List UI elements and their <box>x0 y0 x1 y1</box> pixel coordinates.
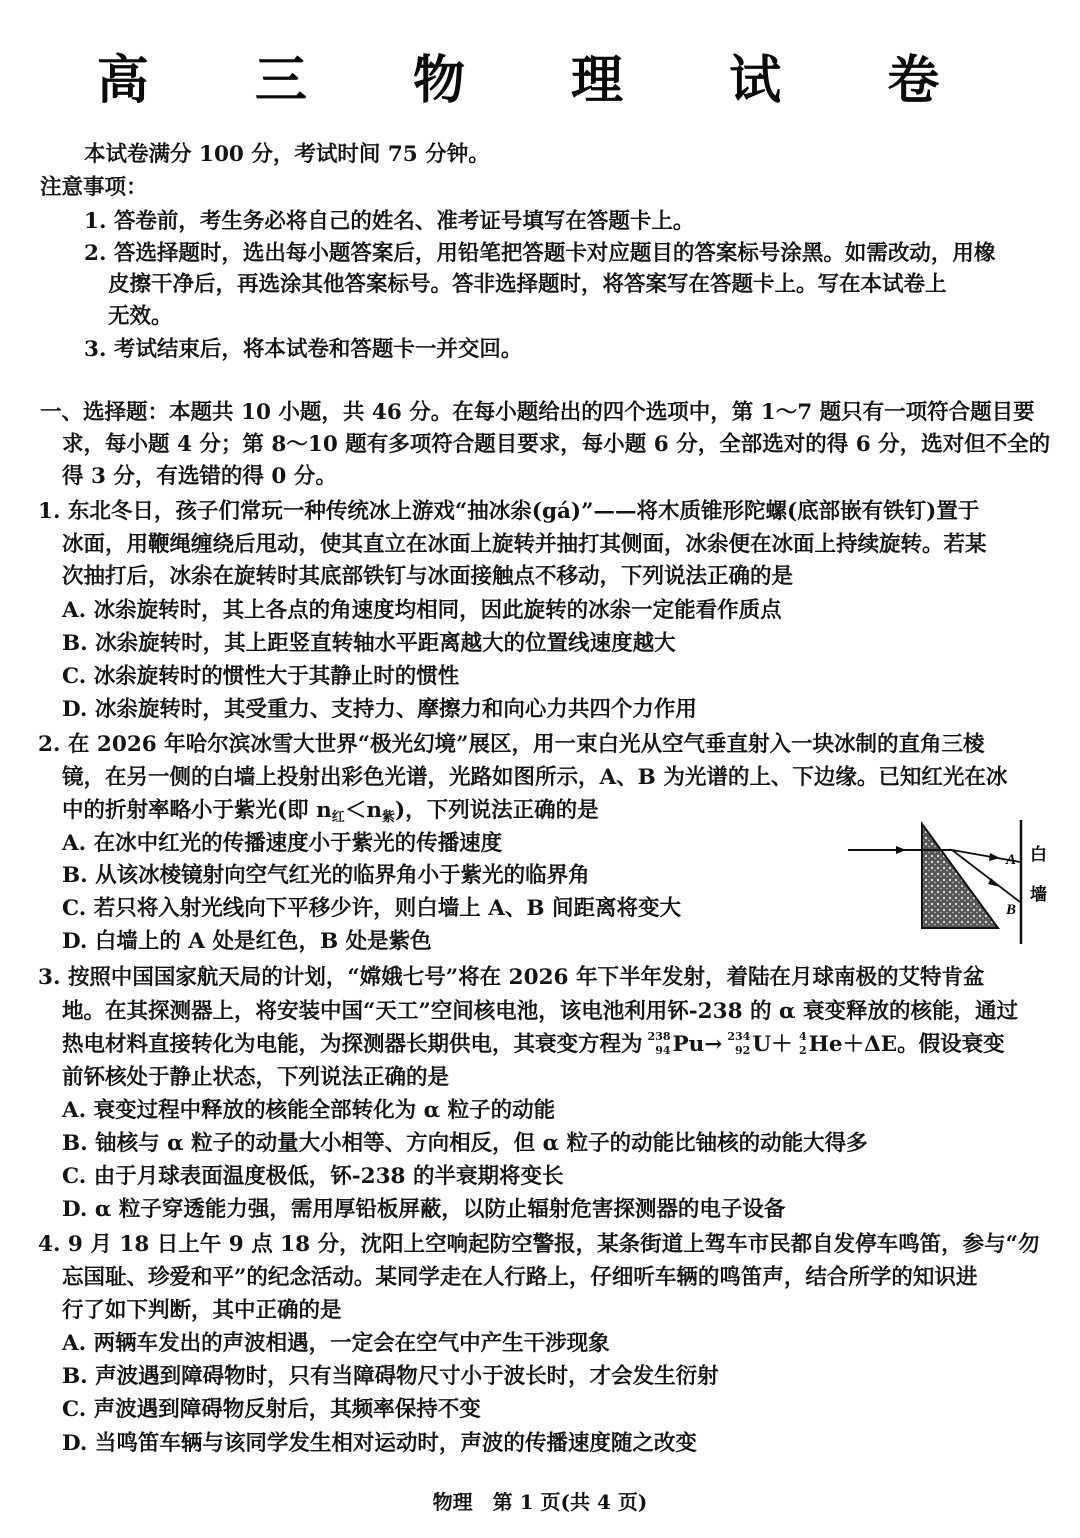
notice-item-1: 1. 答卷前，考生务必将自己的姓名、准考证号填写在答题卡上。 <box>84 209 695 234</box>
q3-stem-line3-tail: 假设衰变 <box>918 1032 1005 1057</box>
q3-option-a: A. 衰变过程中释放的核能全部转化为 α 粒子的动能 <box>62 1098 556 1123</box>
q4-option-d: D. 当鸣笛车辆与该同学发生相对运动时，声波的传播速度随之改变 <box>62 1431 697 1456</box>
notice-item-3: 3. 考试结束后，将本试卷和答题卡一并交回。 <box>84 337 523 362</box>
q2-stem-line3-b: ＜n <box>344 798 382 823</box>
q1-stem-line3: 次抽打后，冰尜在旋转时其底部铁钉与冰面接触点不移动，下列说法正确的是 <box>62 564 794 589</box>
q2-option-a: A. 在冰中红光的传播速度小于紫光的传播速度 <box>62 831 503 856</box>
q3-stem-line1: 3. 按照中国国家航天局的计划，“嫦娥七号”将在 2026 年下半年发射，着陆在月球南极的艾特肯盆 <box>38 965 985 990</box>
page-footer: 物理 第 1 页(共 4 页) <box>432 1490 648 1514</box>
q4-option-c: C. 声波遇到障碍物反射后，其频率保持不变 <box>62 1397 481 1422</box>
pu-mass-number: 238 <box>647 1030 671 1043</box>
ray-a-arrow-icon <box>989 853 1000 861</box>
label-a: A <box>1006 852 1017 868</box>
section1-heading: 一、选择题：本题共 10 小题，共 46 分。在每小题给出的四个选项中，第 1～7 题只有一项符合题目要 <box>40 400 1035 425</box>
exam-intro: 本试卷满分 100 分，考试时间 75 分钟。 <box>84 142 490 167</box>
q2-stem-line3-c: )，下列说法正确的是 <box>394 798 599 823</box>
q2-option-d: D. 白墙上的 A 处是红色，B 处是紫色 <box>62 929 432 954</box>
notice-item-2: 2. 答选择题时，选出每小题答案后，用铅笔把答题卡对应题目的答案标号涂黑。如需改动，用橡 <box>84 241 996 266</box>
q3-stem-line3 <box>62 1029 1005 1061</box>
q4-option-a: A. 两辆车发出的声波相遇，一定会在空气中产生干涉现象 <box>62 1331 610 1356</box>
he-atomic-number: 2 <box>798 1044 807 1057</box>
wall-label-1: 白 <box>1030 845 1047 865</box>
q4-stem-line2: 忘国耻、珍爱和平”的纪念活动。某同学走在人行路上，仔细听车辆的鸣笛声，结合所学的知识进 <box>62 1265 978 1290</box>
he-symbol: He＋ΔE。 <box>808 1032 919 1057</box>
n-red-subscript: 红 <box>331 810 345 825</box>
q3-option-b: B. 铀核与 α 粒子的动量大小相等、方向相反，但 α 粒子的动能比铀核的动能大得多 <box>62 1131 868 1156</box>
incident-arrow-icon <box>896 846 906 854</box>
q2-stem-line1: 2. 在 2026 年哈尔滨冰雪大世界“极光幻境”展区，用一束白光从空气垂直射入一块冰制的直角三棱 <box>38 732 985 757</box>
section1-line2: 求，每小题 4 分；第 8～10 题有多项符合题目要求，每小题 6 分，全部选对的得 6 分，选对但不全的 <box>62 432 1051 457</box>
q3-stem-line2: 地。在其探测器上，将安装中国“天工”空间核电池，该电池利用钚-238 的 α 衰变释放的核能，通过 <box>62 999 1019 1024</box>
q1-option-d: D. 冰尜旋转时，其受重力、支持力、摩擦力和向心力共四个力作用 <box>62 697 697 722</box>
u-atomic-number: 92 <box>735 1044 751 1057</box>
q2-option-b: B. 从该冰棱镜射向空气红光的临界角小于紫光的临界角 <box>62 863 590 888</box>
notice-heading: 注意事项： <box>40 175 148 200</box>
notice-item-2-cont: 皮擦干净后，再选涂其他答案标号。答非选择题时，将答案写在答题卡上。写在本试卷上 <box>108 272 947 297</box>
q2-option-c: C. 若只将入射光线向下平移少许，则白墙上 A、B 间距离将变大 <box>62 896 682 921</box>
q1-option-a: A. 冰尜旋转时，其上各点的角速度均相同，因此旋转的冰尜一定能看作质点 <box>62 598 782 623</box>
q3-option-d: D. α 粒子穿透能力强，需用厚铅板屏蔽，以防止辐射危害探测器的电子设备 <box>62 1197 786 1222</box>
q4-stem-line3: 行了如下判断，其中正确的是 <box>62 1298 342 1323</box>
pu-nuclide <box>643 1029 673 1061</box>
q3-stem-line3-a: 热电材料直接转化为电能，为探测器长期供电，其衰变方程为 <box>62 1032 643 1057</box>
q4-stem-line1: 4. 9 月 18 日上午 9 点 18 分，沈阳上空响起防空警报，某条街道上驾车市民都自发停车鸣笛，参与“勿 <box>38 1232 1040 1257</box>
q1-option-b: B. 冰尜旋转时，其上距竖直转轴水平距离越大的位置线速度越大 <box>62 631 676 656</box>
he-mass-number: 4 <box>798 1030 807 1043</box>
q4-option-b: B. 声波遇到障碍物时，只有当障碍物尺寸小于波长时，才会发生衍射 <box>62 1364 719 1389</box>
pu-symbol: Pu <box>672 1032 705 1057</box>
decay-arrow: → <box>704 1032 723 1057</box>
pu-atomic-number: 94 <box>655 1044 671 1057</box>
section1-line3: 得 3 分，有选错的得 0 分。 <box>62 464 337 489</box>
q1-stem-line1: 1. 东北冬日，孩子们常玩一种传统冰上游戏“抽冰尜(gá)”——将木质锥形陀螺(底部嵌有铁钉)置于 <box>38 499 980 524</box>
q2-stem-line2: 镜，在另一侧的白墙上投射出彩色光谱，光路如图所示，A、B 为光谱的上、下边缘。已知红光在冰 <box>62 765 1008 790</box>
u-symbol: U＋ <box>752 1032 793 1057</box>
prism-diagram <box>840 818 1070 948</box>
he-nuclide <box>793 1029 809 1061</box>
q3-option-c: C. 由于月球表面温度极低，钚-238 的半衰期将变长 <box>62 1164 564 1189</box>
q1-stem-line2: 冰面，用鞭绳缠绕后甩动，使其直立在冰面上旋转并抽打其侧面，冰尜便在冰面上持续旋转。若某 <box>62 532 987 557</box>
label-b: B <box>1006 902 1017 918</box>
q3-stem-line4: 前钚核处于静止状态，下列说法正确的是 <box>62 1065 450 1090</box>
u-nuclide <box>722 1029 752 1061</box>
wall-label-2: 墙 <box>1030 885 1047 905</box>
page-title: 高 三 物 理 试 卷 <box>96 50 984 111</box>
n-violet-subscript: 紫 <box>381 810 395 825</box>
u-mass-number: 234 <box>727 1030 751 1043</box>
q1-option-c: C. 冰尜旋转时的惯性大于其静止时的惯性 <box>62 664 460 689</box>
notice-item-2-cont2: 无效。 <box>108 304 173 329</box>
q2-stem-line3-a: 中的折射率略小于紫光(即 n <box>62 798 332 823</box>
